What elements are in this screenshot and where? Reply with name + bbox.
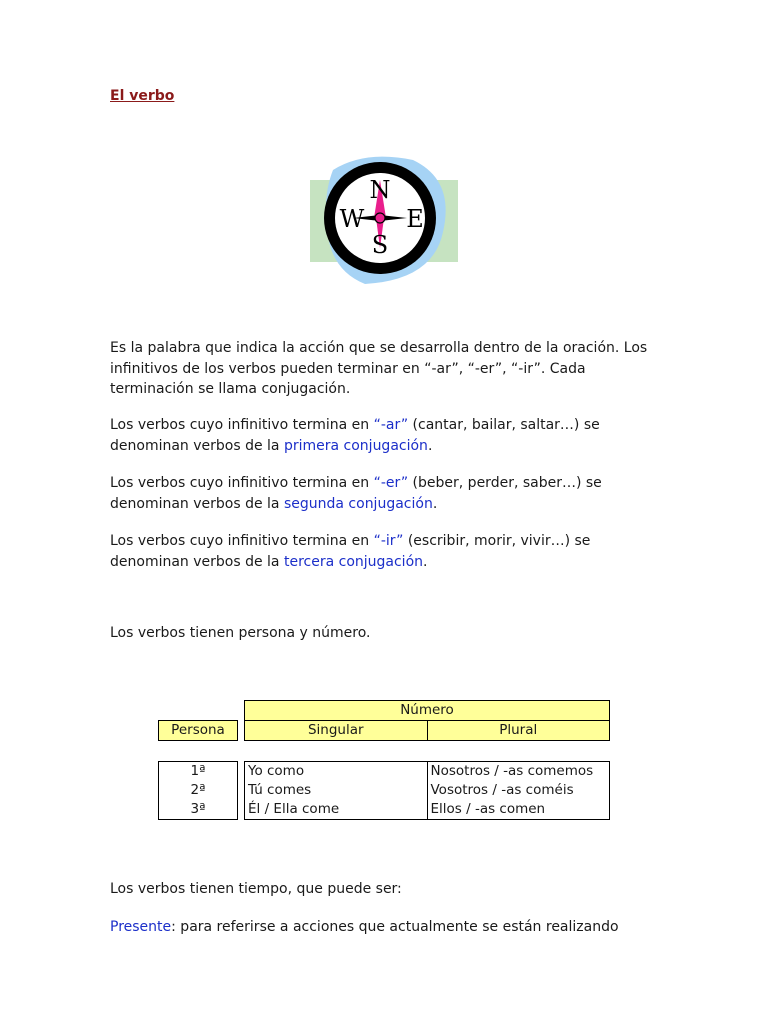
table-row bbox=[245, 781, 610, 800]
persona-header: Persona bbox=[159, 721, 238, 741]
compass-icon bbox=[305, 150, 465, 290]
presente-paragraph bbox=[110, 917, 710, 938]
singular-cell-1: Yo como bbox=[245, 762, 428, 782]
persona-header-table bbox=[158, 720, 238, 741]
presente-text: : para referirse a acciones que actualmente se están realizando bbox=[171, 919, 619, 935]
conjugation-first-mid: (cantar, bailar, saltar…) se denominan verbos de la bbox=[110, 417, 600, 454]
page-title: El verbo bbox=[110, 88, 175, 104]
conjugation-second-mid: (beber, perder, saber…) se denominan verbos de la bbox=[110, 475, 602, 512]
conjugation-second-pre: Los verbos cuyo infinitivo termina en bbox=[110, 475, 374, 491]
conjugation-second-end: . bbox=[432, 495, 438, 512]
conjugation-second-ending: “-er” bbox=[373, 475, 409, 491]
persona-cell-2: 2ª bbox=[159, 781, 238, 800]
persona-cell-1: 1ª bbox=[159, 762, 238, 782]
conjugation-first bbox=[110, 415, 670, 456]
conjugation-third-mid: (escribir, morir, vivir…) se denominan verbos de la bbox=[110, 533, 591, 570]
conjugation-third-end: . bbox=[423, 553, 428, 570]
presente-label: Presente bbox=[110, 919, 172, 935]
compass-center bbox=[375, 213, 385, 223]
conjugation-first-ending: “-ar” bbox=[373, 417, 409, 433]
conjugation-first-pre: Los verbos cuyo infinitivo termina en bbox=[110, 417, 374, 433]
compass-letter-e: E bbox=[406, 205, 424, 233]
numero-header: Número bbox=[245, 701, 610, 721]
conjugation-second bbox=[110, 473, 670, 514]
compass-letter-n: N bbox=[369, 176, 391, 204]
singular-header: Singular bbox=[245, 721, 428, 741]
intro-paragraph: Es la palabra que indica la acción que se desarrolla dentro de la oración. Los infinitivos de los verbos pueden terminar en “-ar”, “-er”, “-ir”. Cada terminación se llama conjugación. bbox=[110, 340, 648, 397]
compass-letter-s: S bbox=[371, 231, 389, 259]
plural-cell-3: Ellos / -as comen bbox=[427, 800, 610, 820]
persona-column-table bbox=[158, 761, 238, 820]
conjugation-third-pre: Los verbos cuyo infinitivo termina en bbox=[110, 533, 374, 549]
conjugation-first-end: . bbox=[427, 437, 433, 454]
persona-cell-3: 3ª bbox=[159, 800, 238, 820]
conjugation-third bbox=[110, 531, 670, 572]
conjugation-second-name: segunda conjugación bbox=[283, 495, 433, 512]
plural-header: Plural bbox=[427, 721, 610, 741]
forms-table bbox=[244, 761, 610, 820]
compass-letter-w: W bbox=[339, 205, 365, 233]
singular-cell-2: Tú comes bbox=[245, 781, 428, 800]
tiempo-text: Los verbos tienen tiempo, que puede ser: bbox=[110, 881, 402, 897]
table-row bbox=[245, 800, 610, 820]
plural-cell-1: Nosotros / -as comemos bbox=[427, 762, 610, 782]
persona-numero-text: Los verbos tienen persona y número. bbox=[110, 625, 371, 641]
plural-cell-2: Vosotros / -as coméis bbox=[427, 781, 610, 800]
conjugation-first-name: primera conjugación bbox=[283, 437, 428, 454]
table-row bbox=[245, 762, 610, 782]
conjugation-third-name: tercera conjugación bbox=[283, 553, 424, 570]
numero-header-table bbox=[244, 700, 610, 741]
conjugation-third-ending: “-ir” bbox=[373, 533, 404, 549]
singular-cell-3: Él / Ella come bbox=[245, 800, 428, 820]
